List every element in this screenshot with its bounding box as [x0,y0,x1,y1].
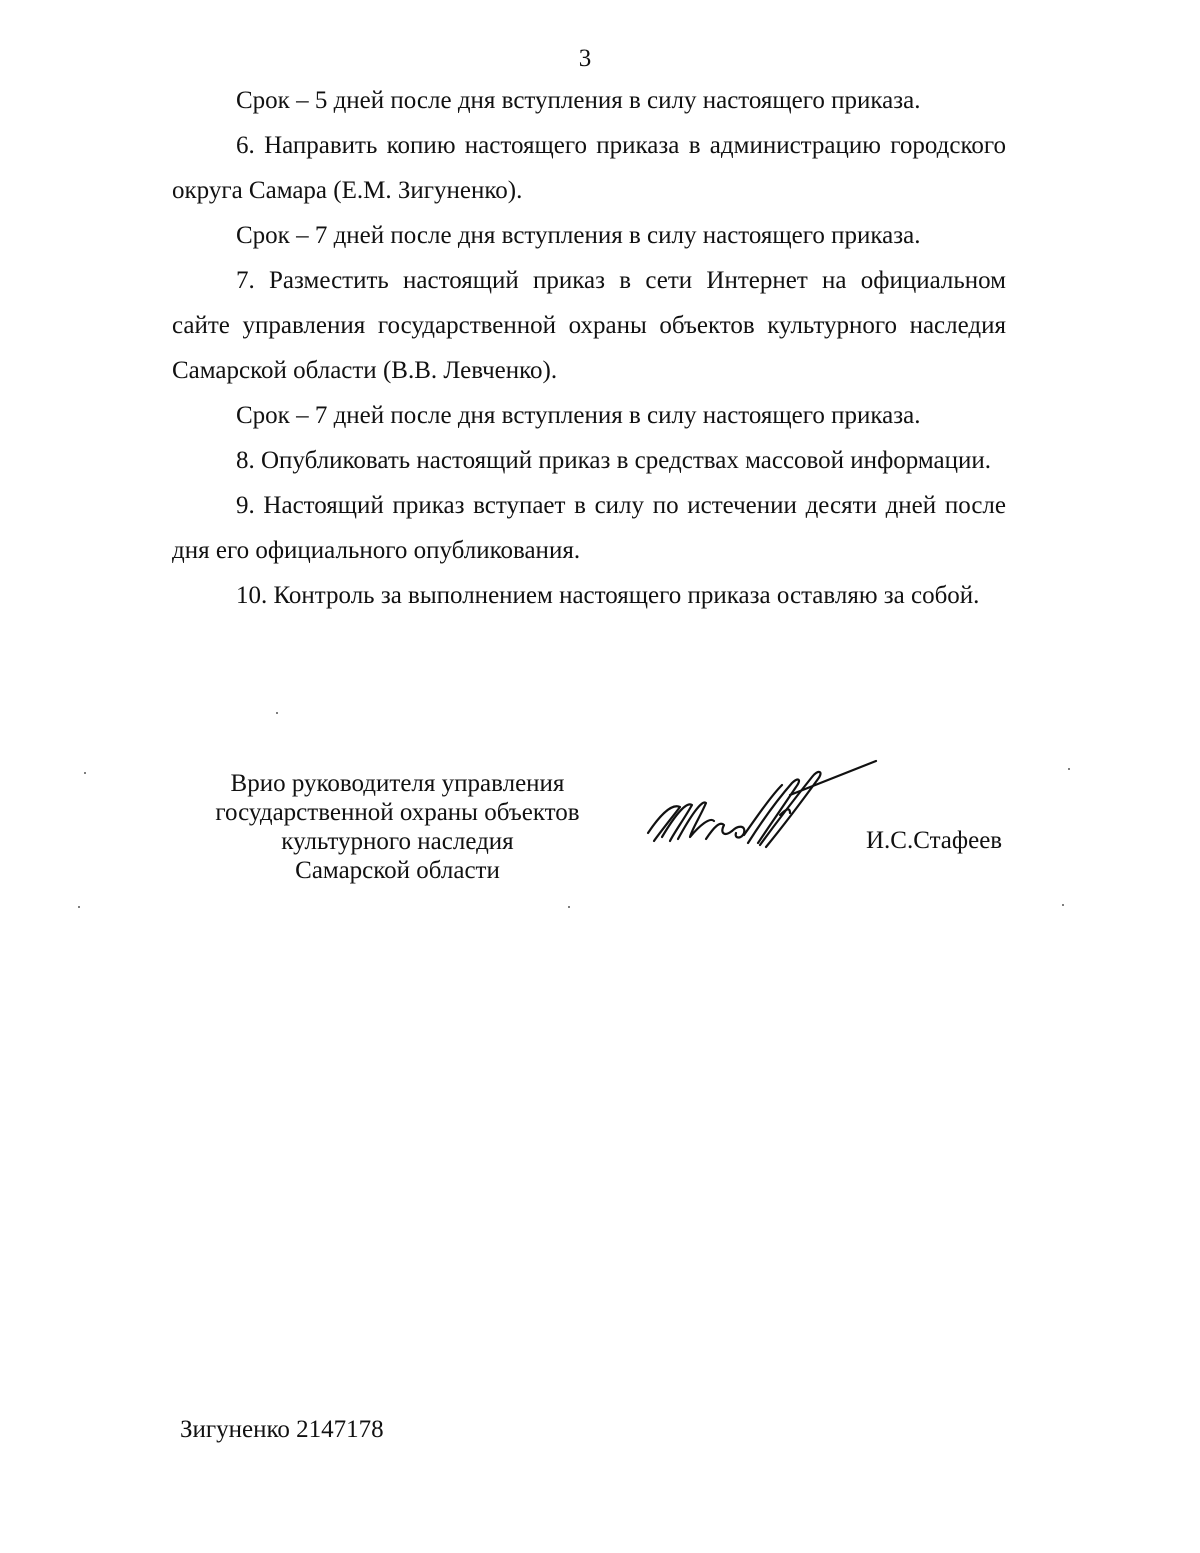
scan-speck [78,906,80,908]
signer-name: И.С.Стафеев [866,827,1003,854]
position-line: государственной охраны объектов [215,799,580,826]
scan-speck [276,712,278,714]
paragraph-item-7: 7. Разместить настоящий приказ в сети Интернет на официальном сайте управления государственной охраны объектов культурного наследия Самарской области (В.В. Левченко). [172,267,1006,384]
paragraph-deadline-5: Срок – 5 дней после дня вступления в силу настоящего приказа. [236,87,921,114]
scan-speck [1062,904,1064,906]
position-line: культурного наследия [281,828,514,855]
order-body [172,78,1006,618]
position-line: Врио руководителя управления [230,770,565,797]
paragraph-item-10: 10. Контроль за выполнением настоящего приказа оставляю за собой. [236,582,980,609]
paragraph-deadline-7-b: Срок – 7 дней после дня вступления в силу настоящего приказа. [236,402,921,429]
scan-speck [84,772,86,774]
executor-note: Зигуненко 2147178 [180,1416,384,1443]
scan-speck [568,906,570,908]
scan-speck [1068,768,1070,770]
paragraph-item-9: 9. Настоящий приказ вступает в силу по истечении десяти дней после дня его официального опубликования. [172,492,1006,564]
paragraph-deadline-7-a: Срок – 7 дней после дня вступления в силу настоящего приказа. [236,222,921,249]
paragraph-item-6: 6. Направить копию настоящего приказа в администрацию городского округа Самара (Е.М. Зигуненко). [172,132,1006,204]
position-line: Самарской области [295,857,500,884]
paragraph-item-8: 8. Опубликовать настоящий приказ в средствах массовой информации. [236,447,992,474]
page-number: 3 [578,45,592,72]
signatory-position [180,769,615,885]
handwritten-signature [640,755,890,870]
